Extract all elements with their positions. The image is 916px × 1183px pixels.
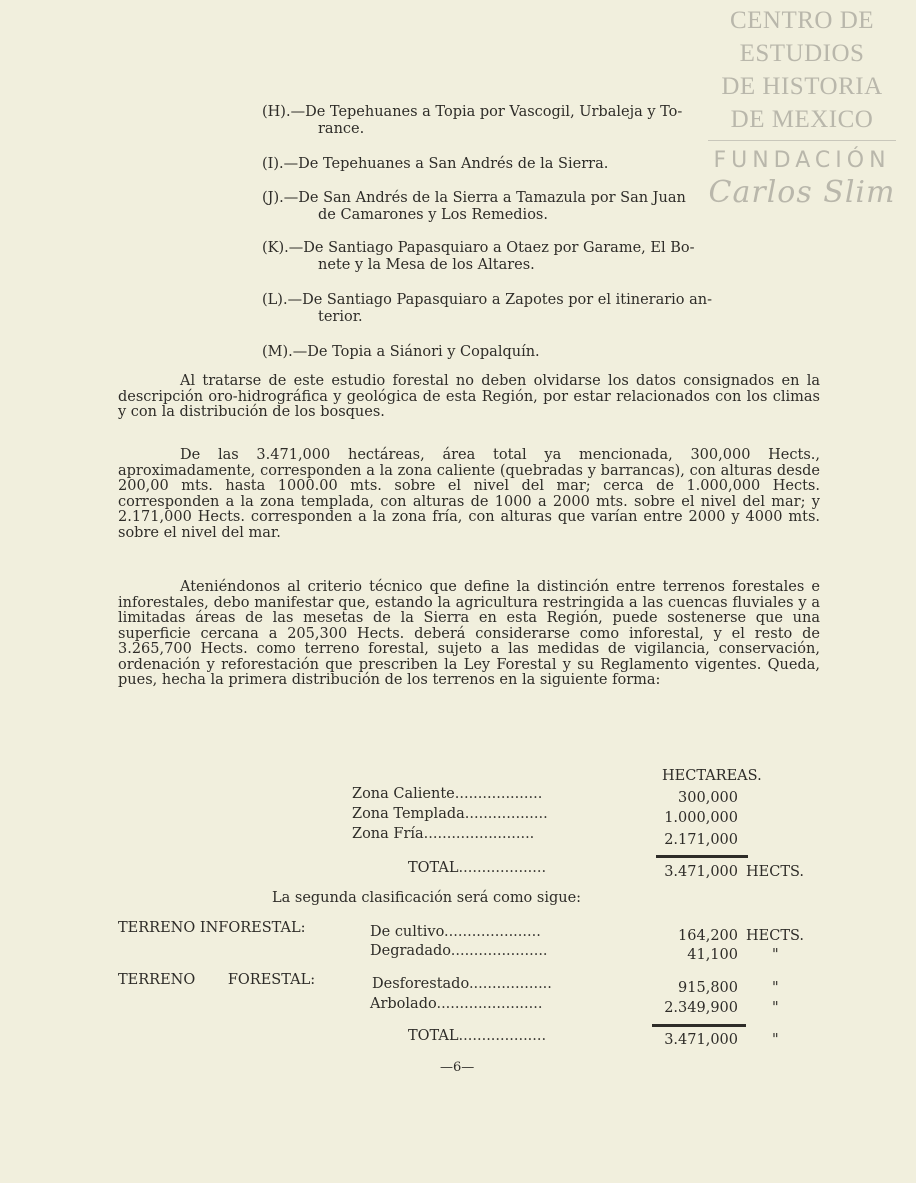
- watermark-line: DE MEXICO: [730, 106, 874, 133]
- leader-dots: ...................: [458, 1028, 547, 1044]
- total-rule: [656, 855, 748, 858]
- item-continuation: de Camarones y Los Remedios.: [318, 207, 548, 223]
- row-unit: ": [772, 980, 779, 996]
- item-continuation: terior.: [318, 309, 363, 325]
- row-unit: ": [772, 947, 779, 963]
- total-rule: [652, 1024, 746, 1027]
- row-value: 915,800: [678, 980, 738, 996]
- leader-dots: ........................: [423, 826, 535, 842]
- total-label: TOTAL: [408, 1028, 459, 1044]
- item-text: —De Tepehuanes a San Andrés de la Sierra.: [283, 156, 609, 172]
- row-value: 1.000,000: [664, 810, 738, 826]
- watermark-foundation: FUNDACIÓN: [713, 148, 891, 173]
- table-row: [352, 806, 548, 823]
- watermark-rule: [708, 140, 896, 141]
- row-label: De cultivo: [370, 924, 445, 940]
- row-unit: HECTS.: [746, 928, 805, 944]
- row-label: Arbolado: [370, 996, 437, 1012]
- item-text: —De Santiago Papasquiaro a Otaez por Garame, El Bo-: [288, 240, 695, 256]
- row-value: 2.349,900: [664, 1000, 738, 1016]
- item-mark: (H).: [262, 104, 291, 120]
- row-label: Zona Templada: [352, 806, 465, 822]
- group-label: TERRENO INFORESTAL:: [118, 920, 306, 936]
- total-label: TOTAL: [408, 860, 459, 876]
- total-value: 3.471,000: [664, 864, 738, 880]
- itinerary-item: [262, 156, 822, 173]
- itinerary-item: [262, 104, 822, 138]
- watermark-signature: Carlos Slim: [708, 175, 896, 210]
- row-label: Zona Caliente: [352, 786, 455, 802]
- row-label: Degradado: [370, 943, 451, 959]
- table-row: [370, 924, 541, 941]
- table-row: [370, 943, 548, 960]
- itinerary-item: [262, 292, 822, 326]
- item-mark: (M).: [262, 344, 293, 360]
- item-text: —De Tepehuanes a Topia por Vascogil, Urbaleja y To-: [290, 104, 683, 120]
- watermark-line: ESTUDIOS: [739, 40, 865, 67]
- item-mark: (L).: [262, 292, 288, 308]
- leader-dots: ...................: [458, 860, 547, 876]
- table-row: [352, 826, 534, 843]
- watermark-line: CENTRO DE: [729, 7, 875, 34]
- item-text: —De San Andrés de la Sierra a Tamazula por San Juan: [283, 190, 686, 206]
- leader-dots: ...................: [454, 786, 543, 802]
- group-label: TERRENO FORESTAL:: [118, 972, 316, 988]
- table-row: [352, 786, 542, 803]
- itinerary-item: [262, 344, 822, 361]
- watermark-line: DE HISTORIA: [721, 73, 883, 100]
- itinerary-item: [262, 240, 822, 274]
- row-value: 2.171,000: [664, 832, 738, 848]
- body-paragraph: Ateniéndonos al criterio técnico que define la distinción entre terrenos forestales e inforestales, debo manifestar que, estando la agricultura restringida a las cuencas fluviales y a limitadas áreas de las mesetas de la Sierra en esta Región, puede sostenerse que una superficie cercana a 205,300 Hects. deberá considerarse como inforestal, y el resto de 3.265,700 Hects. como terreno forestal, sujeto a las medidas de vigilancia, conservación, ordenación y reforestación que prescriben la Ley Forestal y su Reglamento vigentes. Queda, pues, hecha la primera distribución de los terrenos en la siguiente forma:: [118, 579, 820, 688]
- page-number: —6—: [440, 1060, 475, 1075]
- leader-dots: .......................: [436, 996, 543, 1012]
- leader-dots: .....................: [444, 924, 541, 940]
- total-row: [408, 860, 546, 877]
- row-value: 300,000: [678, 790, 738, 806]
- row-label: Desforestado: [372, 976, 469, 992]
- item-mark: (J).: [262, 190, 284, 206]
- item-text: —De Topia a Siánori y Copalquín.: [292, 344, 540, 360]
- item-mark: (K).: [262, 240, 289, 256]
- item-continuation: nete y la Mesa de los Altares.: [318, 257, 535, 273]
- itinerary-item: [262, 190, 822, 224]
- leader-dots: ..................: [464, 806, 548, 822]
- total-unit: HECTS.: [746, 864, 805, 880]
- item-continuation: rance.: [318, 121, 365, 137]
- row-label: Zona Fría: [352, 826, 424, 842]
- table-row: [372, 976, 552, 993]
- table-header: HECTAREAS.: [662, 768, 762, 784]
- leader-dots: ..................: [468, 976, 552, 992]
- body-paragraph: Al tratarse de este estudio forestal no deben olvidarse los datos consignados en la descripción oro-hidrográfica y geológica de esta Región, por estar relacionados con los climas y con la distribución de los bosques.: [118, 373, 820, 420]
- total-value: 3.471,000: [664, 1032, 738, 1048]
- table-row: [370, 996, 542, 1013]
- section-intro: La segunda clasificación será como sigue:: [272, 890, 582, 906]
- body-paragraph: De las 3.471,000 hectáreas, área total ya mencionada, 300,000 Hects., aproximadamente, corresponden a la zona caliente (quebradas y barrancas), con alturas desde 200,00 mts. hasta 1000.00 mts. sobre el nivel del mar; cerca de 1.000,000 Hects. corresponden a la zona templada, con alturas de 1000 a 2000 mts. sobre el nivel del mar; y 2.171,000 Hects. corresponden a la zona fría, con alturas que varían entre 2000 y 4000 mts. sobre el nivel del mar.: [118, 447, 820, 541]
- total-unit: ": [772, 1032, 779, 1048]
- row-value: 41,100: [687, 947, 738, 963]
- item-text: —De Santiago Papasquiaro a Zapotes por el itinerario an-: [287, 292, 713, 308]
- row-value: 164,200: [678, 928, 738, 944]
- item-mark: (I).: [262, 156, 284, 172]
- total-row: [408, 1028, 546, 1045]
- row-unit: ": [772, 1000, 779, 1016]
- leader-dots: .....................: [450, 943, 548, 959]
